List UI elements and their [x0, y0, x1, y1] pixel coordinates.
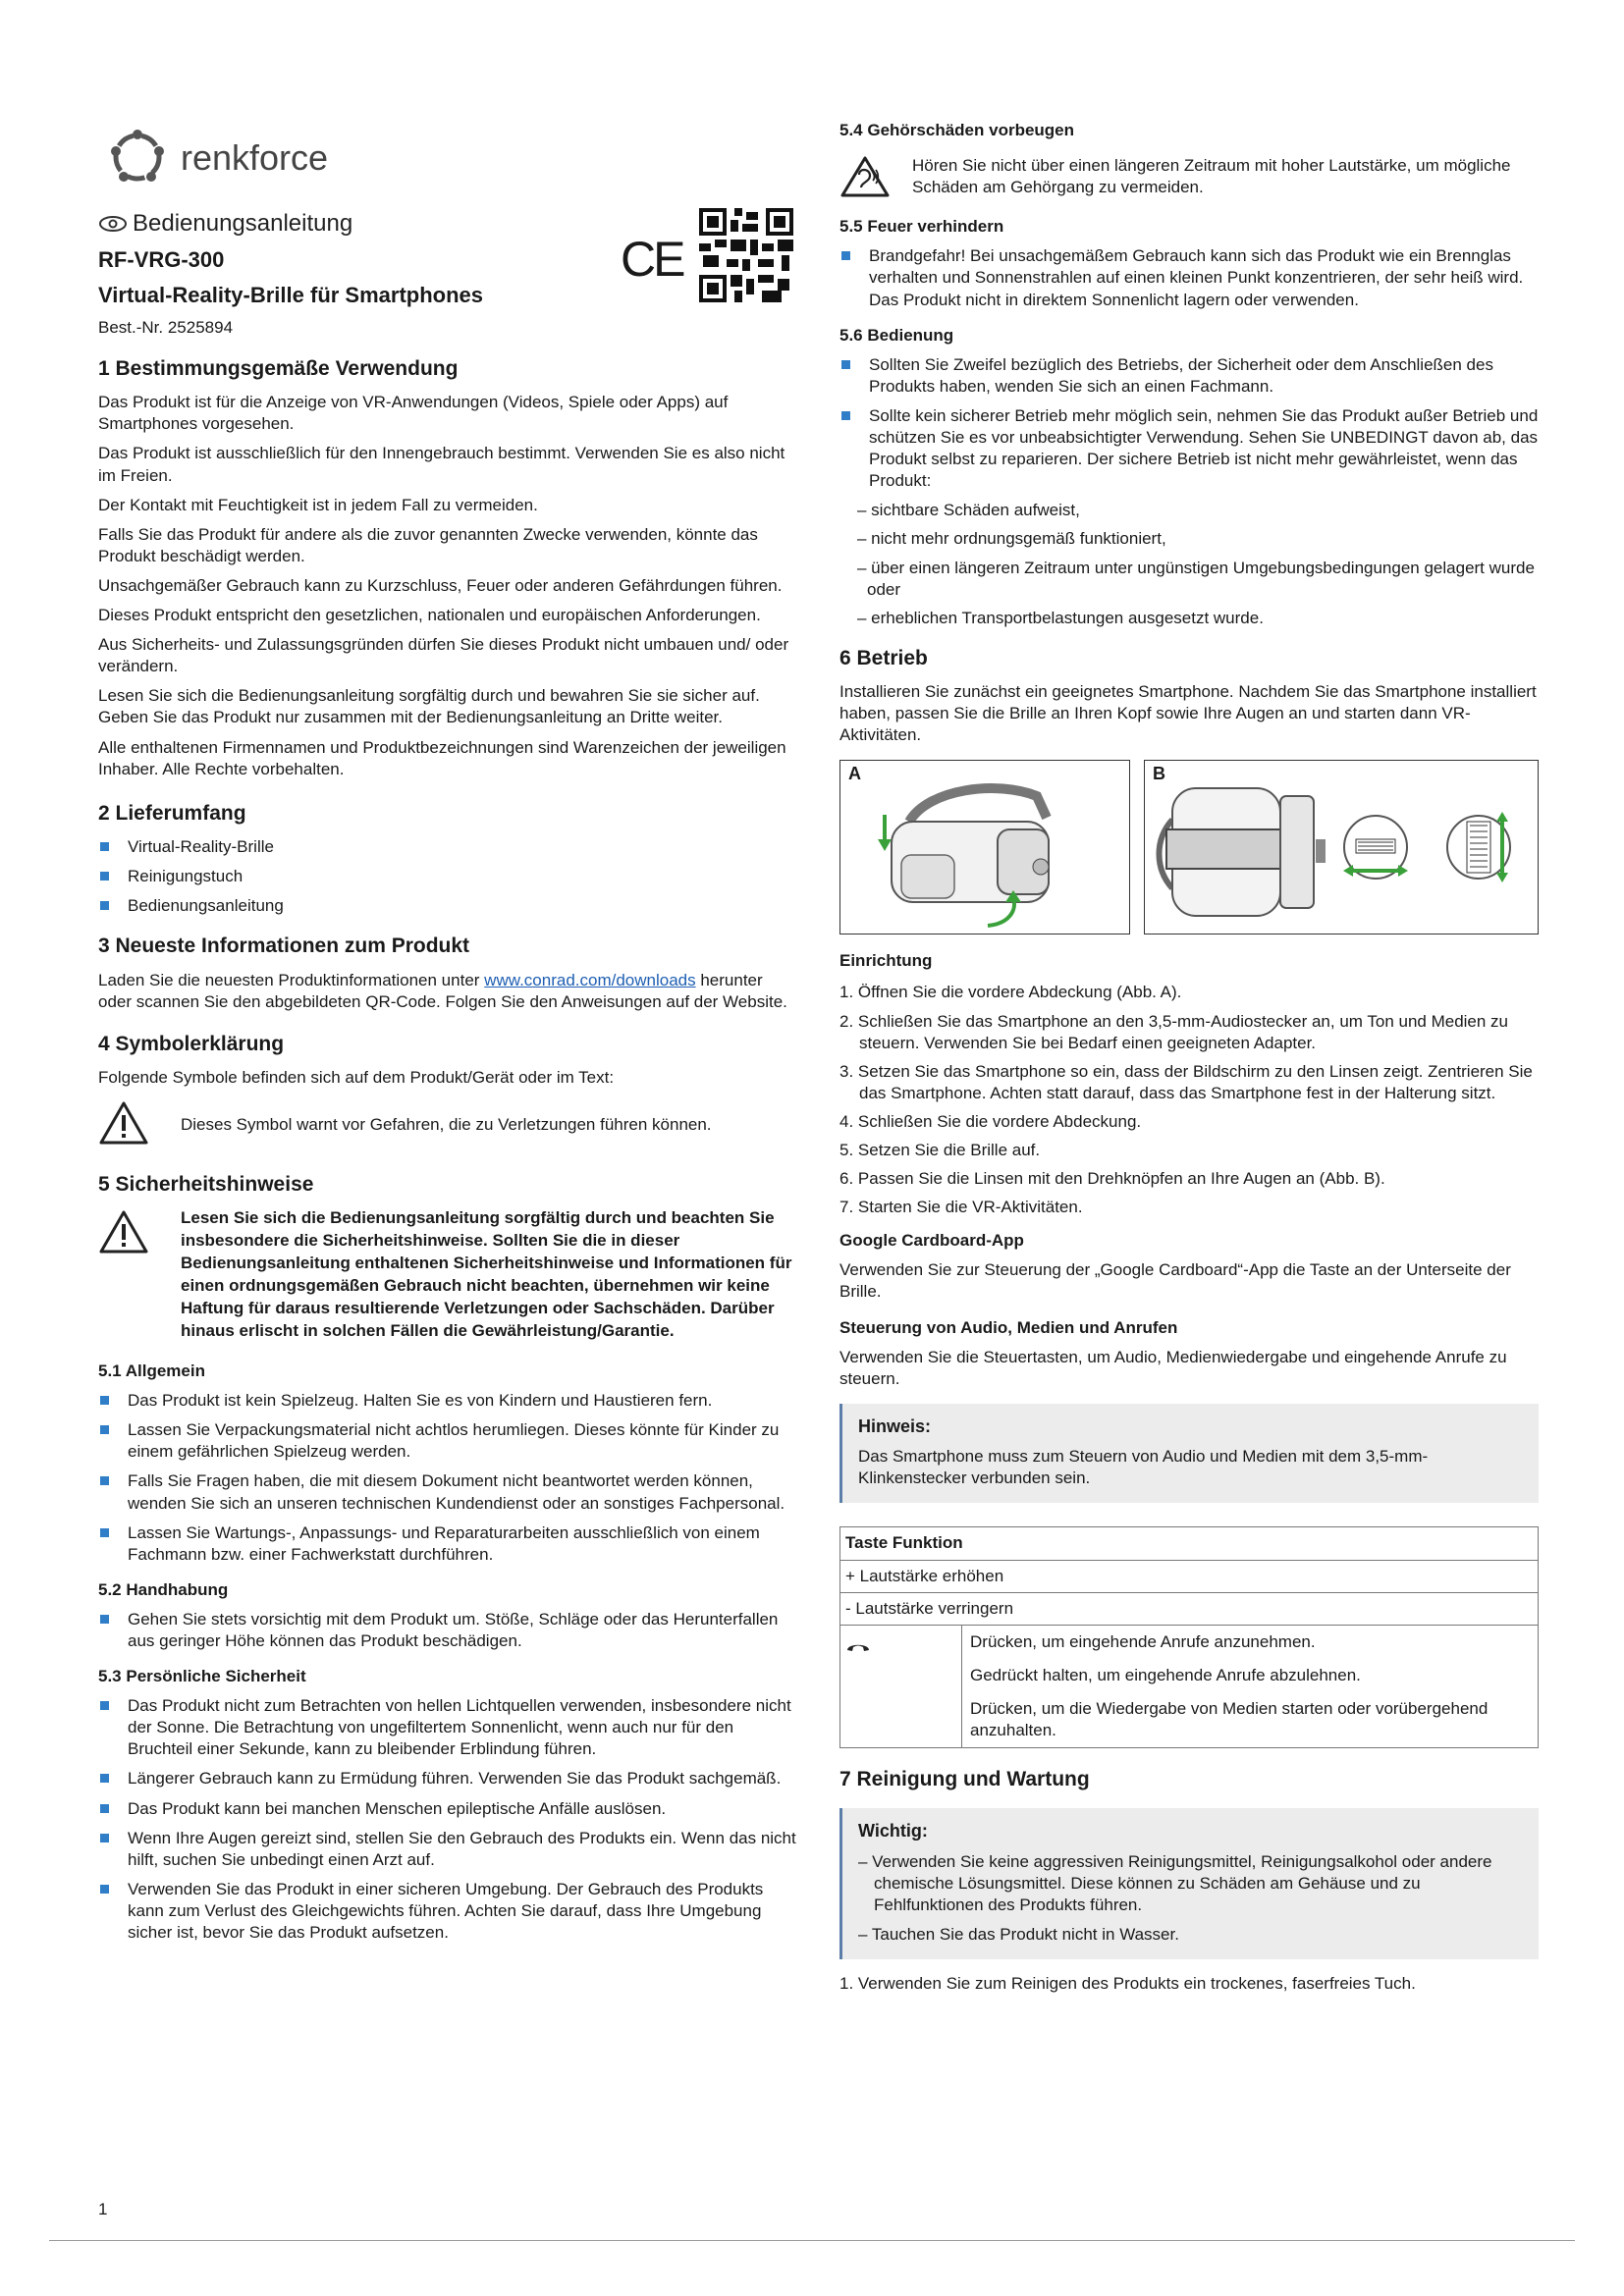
section-7-title: 7 Reinigung und Wartung	[839, 1768, 1090, 1791]
section-5-4-title: 5.4 Gehörschäden vorbeugen	[839, 121, 1075, 139]
s1-para: Das Produkt ist ausschließlich für den Innengebrauch bestimmt. Verwenden Sie es also nicht im Freien.	[98, 444, 785, 485]
list-item: Lassen Sie Verpackungsmaterial nicht achtlos herumliegen. Dieses könnte für Kinder zu einem gefährlichen Spielzeug werden.	[98, 1419, 797, 1463]
table-row: - Lautstärke verringern	[840, 1592, 1539, 1625]
list-item: Lassen Sie Wartungs-, Anpassungs- und Reparaturarbeiten ausschließlich von einem Fachmann bzw. einer Fachwerkstatt durchführen.	[98, 1522, 797, 1566]
setup-step: 2. Schließen Sie das Smartphone an den 3,5-mm-Audiostecker an, um Ton und Medien zu steuern. Verwenden Sie bei Bedarf einen geeigneten Adapter.	[839, 1011, 1509, 1052]
section-6-title: 6 Betrieb	[839, 646, 928, 669]
setup-step: 3. Setzen Sie das Smartphone so ein, dass der Bildschirm zu den Linsen zeigt. Zentrieren Sie das Smartphone. Achten statt darauf, dass das Smartphone fest in der Halterung sitzt.	[839, 1061, 1533, 1102]
setup-title: Einrichtung	[839, 951, 933, 971]
figure-b	[1144, 760, 1539, 934]
safety-warning: Lesen Sie sich die Bedienungsanleitung sorgfältig durch und beachten Sie insbesondere die Sicherheitshinweise. Sollten Sie die in dieser Bedienungsanleitung enthaltenen Sicherheitshinweise und Informationen für einen ordnungsgemäßen Gebrauch nicht beachten, übernehmen wir keine Haftung für daraus resultierende Verletzungen oder Sachschäden. Darüber hinaus erlischt in solchen Fällen die Gewährleistung/Garantie.	[181, 1208, 792, 1341]
brand-name: renkforce	[181, 137, 329, 178]
s1-para: Unsachgemäßer Gebrauch kann zu Kurzschluss, Feuer oder anderen Gefährdungen führen.	[98, 575, 783, 595]
note-text: Das Smartphone muss zum Steuern von Audio und Medien mit dem 3,5-mm-Klinkenstecker verbunden sein.	[858, 1447, 1429, 1488]
section-5-6-title: 5.6 Bedienung	[839, 325, 954, 345]
hearing-warning-text: Hören Sie nicht über einen längeren Zeitraum mit hoher Lautstärke, um mögliche Schäden am Gehörgang zu vermeiden.	[912, 156, 1511, 197]
audio-control-text: Verwenden Sie die Steuertasten, um Audio, Medienwiedergabe und eingehende Anrufe zu steuern.	[839, 1347, 1507, 1388]
warning-icon	[98, 1209, 149, 1255]
google-cardboard-text: Verwenden Sie zur Steuerung der „Google Cardboard“-App die Taste an der Unterseite der Brille.	[839, 1260, 1511, 1302]
setup-step: 6. Passen Sie die Linsen mit den Drehknöpfen an Ihre Augen an (Abb. B).	[839, 1169, 1385, 1189]
delivery-list	[98, 836, 797, 917]
phone-handset-icon	[845, 1639, 871, 1653]
dash-item: – über einen längeren Zeitraum unter ungünstigen Umgebungsbedingungen gelagert wurde oder	[857, 558, 1535, 599]
warning-symbol-text: Dieses Symbol warnt vor Gefahren, die zu Verletzungen führen können.	[181, 1115, 712, 1135]
table-cell-function	[962, 1625, 1539, 1747]
table-header: Taste Funktion	[840, 1527, 1539, 1560]
list-item: Falls Sie Fragen haben, die mit diesem Dokument nicht beantwortet werden können, wenden Sie sich an unseren technischen Kundendienst oder an sonstiges Fachpersonal.	[98, 1470, 797, 1514]
figure-a	[839, 760, 1130, 934]
warning-icon	[98, 1100, 149, 1146]
audio-control-title: Steuerung von Audio, Medien und Anrufen	[839, 1317, 1178, 1337]
s6-intro: Installieren Sie zunächst ein geeignetes Smartphone. Nachdem Sie das Smartphone installiert haben, passen Sie die Brille an Ihren Kopf sowie Ihre Augen an und starten dann VR-Aktivitäten.	[839, 682, 1537, 745]
doc-type: Bedienungsanleitung	[133, 210, 353, 237]
list-item: Das Produkt nicht zum Betrachten von hellen Lichtquellen verwenden, insbesondere nicht der Sonne. Die Betrachtung von ungefiltertem Sonnenlicht, wenn auch nur für den Bruchteil einer Sekunde, kann zu bleibender Erblindung führen.	[98, 1695, 797, 1760]
eye-icon	[98, 215, 128, 233]
s1-para: Falls Sie das Produkt für andere als die zuvor genannten Zwecke verwenden, könnte das Produkt beschädigt werden.	[98, 524, 758, 565]
list-item: Sollte kein sicherer Betrieb mehr möglich sein, nehmen Sie das Produkt außer Betrieb und schützen Sie es vor unbeabsichtigter Verwendung. Sehen Sie UNBEDINGT davon ab, das Produkt selbst zu reparieren. Der sichere Betrieb ist nicht mehr gewährleistet, wenn das Produkt:	[839, 405, 1539, 492]
footer-divider	[49, 2240, 1575, 2241]
product-title: Virtual-Reality-Brille für Smartphones	[98, 282, 484, 307]
section-5-3-title: 5.3 Persönliche Sicherheit	[98, 1667, 306, 1686]
table-cell-key	[840, 1625, 962, 1747]
table-row: Drücken, um die Wiedergabe von Medien starten oder vorübergehend anzuhalten.	[970, 1698, 1489, 1739]
s1-para: Aus Sicherheits- und Zulassungsgründen dürfen Sie dieses Produkt nicht umbauen und/ oder verändern.	[98, 635, 789, 676]
important-box	[839, 1808, 1539, 1959]
order-number: Best.-Nr. 2525894	[98, 318, 234, 338]
list-item: Sollten Sie Zweifel bezüglich des Betriebs, der Sicherheit oder dem Anschließen des Produkts haben, wenden Sie sich an einen Fachmann.	[839, 354, 1539, 398]
list-item: Verwenden Sie das Produkt in einer sicheren Umgebung. Der Gebrauch des Produkts kann zum Verlust des Gleichgewichts führen. Achten Sie darauf, dass Ihre Umgebung sicher ist, bevor Sie das Produkt aufsetzen.	[98, 1879, 797, 1944]
important-item: – Tauchen Sie das Produkt nicht in Wasser.	[858, 1925, 1179, 1945]
setup-step: 4. Schließen Sie die vordere Abdeckung.	[839, 1111, 1142, 1131]
list-item: Reinigungstuch	[98, 866, 797, 887]
dash-item: – sichtbare Schäden aufweist,	[857, 501, 1080, 520]
list-item: Das Produkt kann bei manchen Menschen epileptische Anfälle auslösen.	[98, 1798, 797, 1820]
s3-text: Laden Sie die neuesten Produktinformationen unter www.conrad.com/downloads herunter oder scannen Sie den abgebildeten QR-Code. Folgen Sie den Anweisungen auf der Website.	[98, 970, 787, 1011]
note-title: Hinweis:	[858, 1415, 932, 1436]
setup-step: 5. Setzen Sie die Brille auf.	[839, 1141, 1041, 1160]
model-number: RF-VRG-300	[98, 247, 225, 273]
page-number: 1	[98, 2200, 108, 2218]
downloads-link[interactable]: www.conrad.com/downloads	[484, 970, 696, 989]
vr-headset-top-icon	[1145, 761, 1540, 935]
figure-a-label: A	[848, 764, 861, 784]
important-title: Wichtig:	[858, 1821, 928, 1842]
qr-code-icon	[699, 208, 793, 302]
s1-para: Der Kontakt mit Feuchtigkeit ist in jedem Fall zu vermeiden.	[98, 495, 538, 514]
list-item: Das Produkt ist kein Spielzeug. Halten Sie es von Kindern und Haustieren fern.	[98, 1390, 797, 1412]
list-item: Bedienungsanleitung	[98, 895, 797, 917]
note-box	[839, 1404, 1539, 1504]
figures	[839, 760, 1539, 934]
list-item: Längerer Gebrauch kann zu Ermüdung führen. Verwenden Sie das Produkt sachgemäß.	[98, 1768, 797, 1789]
setup-step: 1. Öffnen Sie die vordere Abdeckung (Abb. A).	[839, 983, 1182, 1002]
key-function-table	[839, 1526, 1539, 1748]
dash-item: – nicht mehr ordnungsgemäß funktioniert,	[857, 529, 1166, 549]
table-row: Gedrückt halten, um eingehende Anrufe abzulehnen.	[970, 1665, 1361, 1684]
section-5-1-title: 5.1 Allgemein	[98, 1362, 205, 1381]
section-5-5-title: 5.5 Feuer verhindern	[839, 217, 1004, 237]
s1-para: Dieses Produkt entspricht den gesetzlichen, nationalen und europäischen Anforderungen.	[98, 606, 761, 625]
s4-intro: Folgende Symbole befinden sich auf dem Produkt/Gerät oder im Text:	[98, 1068, 615, 1088]
renkforce-logo-icon	[106, 126, 169, 188]
figure-b-label: B	[1153, 764, 1165, 784]
dash-item: – erheblichen Transportbelastungen ausgesetzt wurde.	[857, 608, 1264, 627]
section-4-title: 4 Symbolerklärung	[98, 1032, 285, 1055]
setup-step: 7. Starten Sie die VR-Aktivitäten.	[839, 1198, 1083, 1217]
brand-logo	[106, 124, 342, 192]
section-5-title: 5 Sicherheitshinweise	[98, 1173, 314, 1197]
cleaning-step: 1. Verwenden Sie zum Reinigen des Produkts ein trockenes, faserfreies Tuch.	[839, 1974, 1416, 1994]
section-2-title: 2 Lieferumfang	[98, 801, 246, 825]
s1-para: Alle enthaltenen Firmennamen und Produktbezeichnungen sind Warenzeichen der jeweiligen Inhaber. Alle Rechte vorbehalten.	[98, 737, 786, 778]
ce-mark: CE	[621, 232, 683, 287]
list-item: Gehen Sie stets vorsichtig mit dem Produkt um. Stöße, Schläge oder das Herunterfallen aus geringer Höhe können das Produkt beschädigen.	[98, 1609, 797, 1652]
important-item: – Verwenden Sie keine aggressiven Reinigungsmittel, Reinigungsalkohol oder andere chemische Lösungsmittel. Diese können zu Schäden am Gehäuse und zu Fehlfunktionen des Produkts führen.	[858, 1851, 1492, 1914]
s1-para: Lesen Sie sich die Bedienungsanleitung sorgfältig durch und bewahren Sie sie sicher auf. Geben Sie das Produkt nur zusammen mit der Bedienungsanleitung an Dritte weiter.	[98, 686, 760, 727]
section-5-2-title: 5.2 Handhabung	[98, 1579, 229, 1599]
section-3-title: 3 Neueste Informationen zum Produkt	[98, 934, 470, 958]
list-item: Virtual-Reality-Brille	[98, 836, 797, 858]
google-cardboard-title: Google Cardboard-App	[839, 1231, 1024, 1251]
vr-headset-side-icon	[840, 761, 1131, 935]
list-item: Brandgefahr! Bei unsachgemäßem Gebrauch kann sich das Produkt wie ein Brennglas verhalten und Sonnenstrahlen auf einen kleinen Punkt konzentrieren, der sehr heiß wird. Das Produkt nicht in direktem Sonnenlicht lagern oder verwenden.	[839, 245, 1539, 310]
list-item: Wenn Ihre Augen gereizt sind, stellen Sie den Gebrauch des Produkts ein. Wenn das nicht hilft, suchen Sie unbedingt einen Arzt auf.	[98, 1828, 797, 1871]
section-1-title: 1 Bestimmungsgemäße Verwendung	[98, 357, 459, 380]
hearing-warning-icon	[839, 155, 891, 198]
s1-para: Das Produkt ist für die Anzeige von VR-Anwendungen (Videos, Spiele oder Apps) auf Smartphones vorgesehen.	[98, 393, 729, 434]
table-row: + Lautstärke erhöhen	[840, 1560, 1539, 1592]
table-row: Drücken, um eingehende Anrufe anzunehmen.	[970, 1631, 1316, 1651]
